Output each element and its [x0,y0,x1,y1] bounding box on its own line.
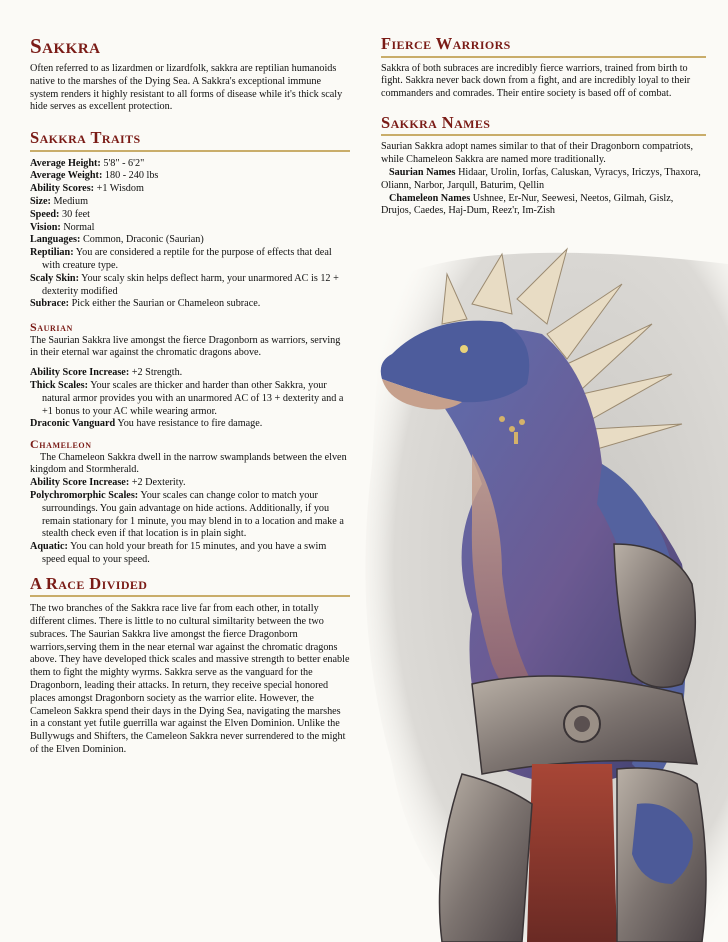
fierce-warriors-paragraph: Sakkra of both subraces are incredibly fierce warriors, trained from birth to fight. Sakkra never back down from a fight, and are incredibly loyal to their commanders and comrades. Their entire society is based off of combat. [381,62,691,100]
saurian-trait-asi: Ability Score Increase: +2 Strength. [30,367,183,379]
trait-vision: Vision: Normal [30,221,95,233]
intro-paragraph: Often referred to as lizardmen or lizardfolk, sakkra are reptilian humanoids native to the marshes of the Dying Sea. A Sakkra's exceptional immune system renders it highly resistant to all forms of disease while it's thick scaly hide serves as excellent protection. [30,63,343,113]
trait-languages: Languages: Common, Draconic (Saurian) [30,234,204,246]
race-divided-heading: A Race Divided [30,576,350,598]
trait-speed: Speed: 30 feet [30,208,90,220]
fierce-warriors-heading: Fierce Warriors [381,36,706,58]
saurian-heading: Saurian [30,320,73,335]
chameleon-heading: Chameleon [30,437,92,452]
trait-ability-scores: Ability Scores: +1 Wisdom [30,183,144,195]
right-column [381,36,706,218]
left-column [30,36,350,757]
chameleon-names: Chameleon Names Ushnee, Er-Nur, Seewesi, Neetos, Gilmah, Gislz, Drujos, Caedes, Haj-Dum, Reez'r, Im-Zish [381,192,674,217]
trait-average-weight: Average Weight: 180 - 240 lbs [30,170,159,182]
sakkra-names-heading: Sakkra Names [381,115,706,137]
saurian-trait-draconic-vanguard: Draconic Vanguard You have resistance to fire damage. [30,418,263,430]
trait-scaly-skin: Scaly Skin: Your scaly skin helps deflect harm, your unarmored AC is 12 + dexterity modified [30,272,339,297]
chameleon-description: The Chameleon Sakkra dwell in the narrow swamplands between the elven kingdom and Stormherald. [30,451,347,476]
chameleon-trait-asi: Ability Score Increase: +2 Dexterity. [30,477,186,489]
chameleon-trait-polychromorphic: Polychromorphic Scales: Your scales can change color to match your surroundings. You gain advantage on hide actions. Additionally, if you remain stationary for 1 minute, you may blend in to a location and make a stealth check even if that location is in plain sight. [30,490,344,540]
trait-reptilian: Reptilian: You are considered a reptile for the purpose of effects that deal with creature type. [30,247,332,272]
traits-heading: Sakkra Traits [30,130,350,152]
traits-list [30,158,350,312]
saurian-trait-thick-scales: Thick Scales: Your scales are thicker and harder than other Sakkra, your natural armor provides you with an unarmored AC of 13 + dexterity and a +1 bonus to your AC while wearing armor. [30,380,344,417]
race-divided-paragraph: The two branches of the Sakkra race live far from each other, in totally different climes. There is little to no cultural similtarity between the two subraces. The Saurian Sakkra live amongst the fierce Dragonborn warriors,serving them in the near eternal war against the chromatic dragons above. They have developed thick scales and massive strength to better enable them to fight the mighty wyrms. Sakkra serve as the vanguard for the Dragonborn, leading their attacks. In return, they receive special honored places amongst Dragonborn society as the warrior elite. However, the Cameleon Sakkra spend their days in the Dying Sea, navigating the marshes in a constant yet futile guerrilla war against the Elven Dominion. Unlike the Bullywugs and Shifters, the Cameleon Sakkra never surrendered to the might of the Elven Dominion. [30,603,350,756]
trait-size: Size: Medium [30,196,89,208]
chameleon-trait-aquatic: Aquatic: You can hold your breath for 15 minutes, and you have a swim speed equal to your speed. [30,541,327,565]
names-paragraph: Saurian Sakkra adopt names similar to that of their Dragonborn compatriots, while Chameleon Sakkra are named more traditionally. [381,141,694,166]
saurian-names: Saurian Names Hidaar, Urolin, Iorfas, Caluskan, Vyracys, Iriczys, Thaxora, Oliann, Narbor, Jarqull, Baturim, Qellin [381,166,701,191]
saurian-description: The Saurian Sakkra live amongst the fierce Dragonborn as warriors, serving in their eternal war against the chromatic dragons above. [30,334,341,359]
names-section [381,141,706,218]
trait-subrace: Subrace: Pick either the Saurian or Chameleon subrace. [30,298,261,310]
sakkra-illustration [352,244,728,942]
trait-average-height: Average Height: 5'8" - 6'2" [30,157,145,169]
page-title: Sakkra [30,34,101,58]
